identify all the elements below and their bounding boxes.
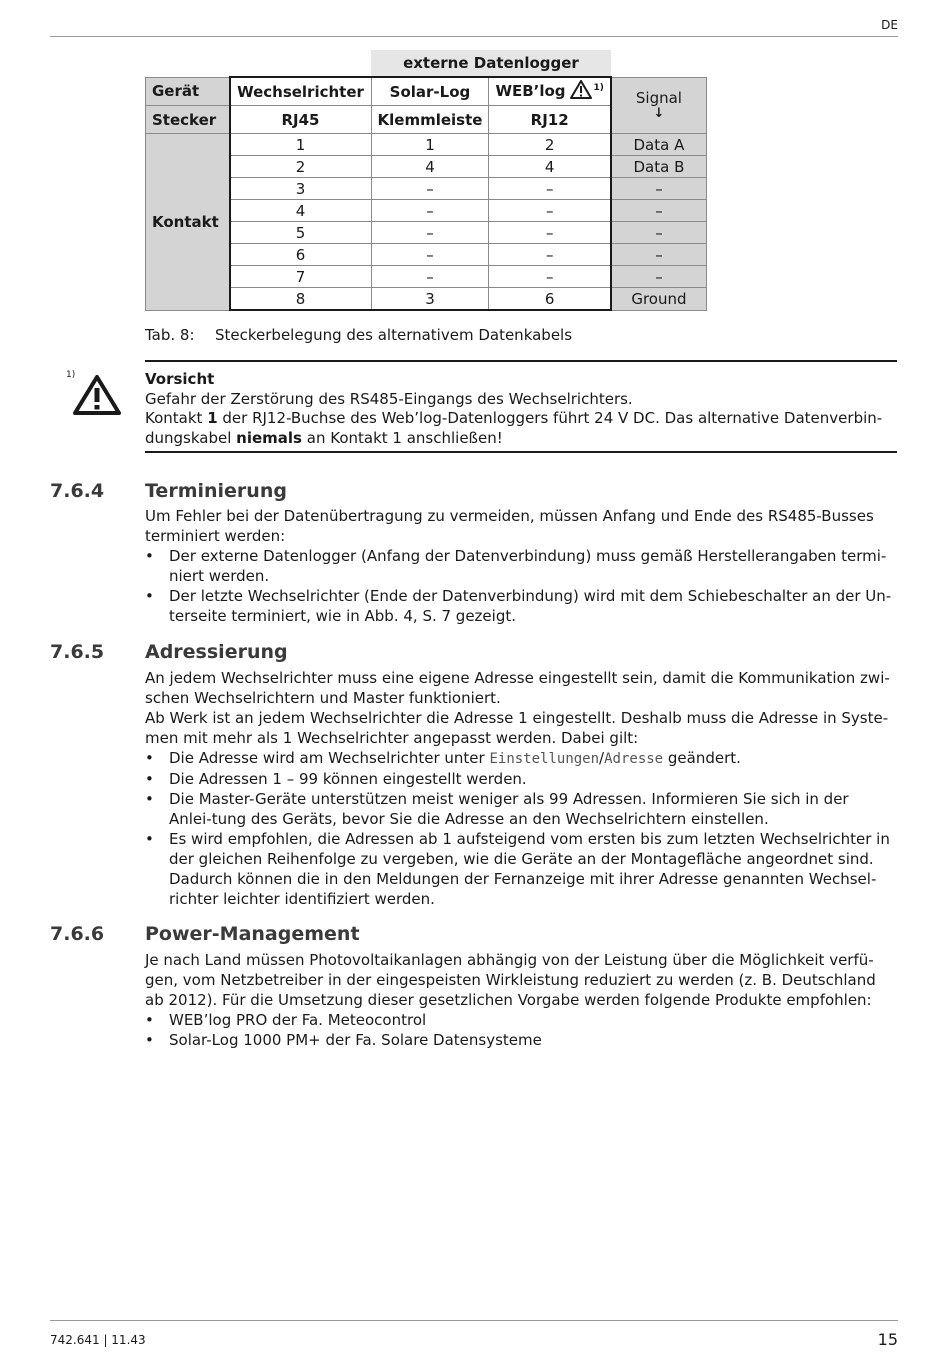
- menu-path-settings: Einstellungen: [489, 751, 600, 767]
- menu-path-address: Adresse: [604, 751, 664, 767]
- table-cell: 4: [489, 156, 611, 178]
- table-cell: 7: [230, 266, 372, 288]
- page-number: 15: [877, 1330, 898, 1349]
- signal-cell: Ground: [611, 288, 707, 311]
- signal-cell: –: [611, 244, 707, 266]
- connector-klemmleiste: Klemmleiste: [371, 106, 489, 134]
- table-cell: –: [371, 178, 489, 200]
- signal-header: Signal ↓: [611, 77, 707, 134]
- table-cell: 4: [371, 156, 489, 178]
- table-cell: –: [371, 244, 489, 266]
- warning-footnote: 1): [66, 370, 76, 380]
- warning-icon: [570, 80, 592, 103]
- table-row: [146, 222, 707, 244]
- table-row: [146, 266, 707, 288]
- warning-icon: [72, 374, 122, 420]
- warning-text: [145, 370, 897, 448]
- table-cell: –: [489, 244, 611, 266]
- device-solar-log: Solar-Log: [371, 77, 489, 106]
- table-cell: –: [489, 266, 611, 288]
- table-cell: –: [489, 178, 611, 200]
- language-code: DE: [881, 18, 898, 32]
- table-row: [146, 178, 707, 200]
- warning-line: dungskabel niemals an Kontakt 1 anschließen!: [145, 428, 503, 447]
- section-heading-7-6-6: 7.6.6 Power-Management: [50, 923, 360, 945]
- section-body-7-6-5: [145, 668, 893, 909]
- list-item: • Die Adresse wird am Wechselrichter unter Einstellungen/Adresse geändert.: [145, 748, 893, 769]
- device-wechselrichter: Wechselrichter: [230, 77, 372, 106]
- list-item: • Es wird empfohlen, die Adressen ab 1 aufsteigend vom ersten bis zum letzten Wechselrichter in der gleichen Reihenfolge zu vergeben, wie die Geräte an der Montagefläche angeordnet sind. Dadurch können die in den Meldungen der Fernanzeige mit ihrer Adresse genannten Wechsel-richter leichter identifiziert werden.: [145, 829, 893, 909]
- connector-rj45: RJ45: [230, 106, 372, 134]
- paragraph: Je nach Land müssen Photovoltaikanlagen abhängig von der Leistung über die Möglichkeit verfü-gen, vom Netzbetreiber in der eingespeisten Wirkleistung reduziert zu werden (z. B. Deutschland ab 2012). Für die Umsetzung dieser gesetzlichen Vorgabe werden folgende Produkte empfohlen:: [145, 951, 876, 1009]
- section-body-7-6-6: [145, 950, 893, 1050]
- list-item: • Der letzte Wechselrichter (Ende der Datenverbindung) wird mit dem Schiebeschalter an der Un-terseite terminiert, wie in Abb. 4, S. 7 gezeigt.: [145, 586, 893, 626]
- table-cell: 1: [371, 134, 489, 156]
- list-item: • Solar-Log 1000 PM+ der Fa. Solare Datensysteme: [145, 1030, 893, 1050]
- row-label-kontakt: Kontakt: [146, 134, 230, 311]
- list-item: • Die Master-Geräte unterstützen meist weniger als 99 Adressen. Informieren Sie sich in der Anlei-tung des Geräts, bevor Sie die Adresse an den Wechselrichtern einstellen.: [145, 789, 893, 829]
- table-cell: 4: [230, 200, 372, 222]
- group-header: externe Datenlogger: [371, 50, 611, 77]
- table-cell: 3: [371, 288, 489, 311]
- row-label-geraet: Gerät: [146, 77, 230, 106]
- connector-rj12: RJ12: [489, 106, 611, 134]
- signal-cell: Data B: [611, 156, 707, 178]
- table-cell: 8: [230, 288, 372, 311]
- table-cell: 1: [230, 134, 372, 156]
- warning-top-rule: [145, 360, 897, 362]
- warning-line: Kontakt 1 der RJ12-Buchse des Web’log-Datenloggers führt 24 V DC. Das alternative Datenverbin-: [145, 409, 883, 427]
- table-cell: 2: [489, 134, 611, 156]
- warning-bottom-rule: [145, 451, 897, 453]
- section-heading-7-6-4: 7.6.4 Terminierung: [50, 480, 287, 502]
- document-number: 742.641 | 11.43: [50, 1333, 146, 1347]
- table-caption: [145, 326, 572, 344]
- list-item: • Der externe Datenlogger (Anfang der Datenverbindung) muss gemäß Herstellerangaben termi-niert werden.: [145, 546, 893, 586]
- table-cell: 6: [489, 288, 611, 311]
- footnote-marker: 1): [593, 83, 604, 93]
- row-label-stecker: Stecker: [146, 106, 230, 134]
- caption-number: Tab. 8:: [145, 326, 195, 344]
- warning-title: Vorsicht: [145, 370, 215, 388]
- table-row: [146, 244, 707, 266]
- table-cell: –: [371, 266, 489, 288]
- arrow-down-icon: ↓: [653, 106, 665, 122]
- header-rule: [50, 36, 898, 37]
- list-item: • WEB’log PRO der Fa. Meteocontrol: [145, 1010, 893, 1030]
- table-cell: –: [489, 222, 611, 244]
- table-cell: 6: [230, 244, 372, 266]
- signal-cell: –: [611, 222, 707, 244]
- list-item: • Die Adressen 1 – 99 können eingestellt werden.: [145, 769, 893, 789]
- signal-cell: –: [611, 200, 707, 222]
- warning-line: Gefahr der Zerstörung des RS485-Eingangs des Wechselrichters.: [145, 389, 633, 408]
- section-body-7-6-4: [145, 506, 893, 626]
- caption-text: Steckerbelegung des alternativem Datenkabels: [215, 326, 573, 344]
- table-row: [146, 288, 707, 311]
- table-cell: 3: [230, 178, 372, 200]
- pin-assignment-table: [145, 50, 707, 311]
- table-cell: –: [371, 222, 489, 244]
- table-row: [146, 200, 707, 222]
- device-web-log: WEB’log $^{1)}$: [489, 77, 611, 106]
- section-heading-7-6-5: 7.6.5 Adressierung: [50, 641, 288, 663]
- paragraph: An jedem Wechselrichter muss eine eigene Adresse eingestellt sein, damit die Kommunikation zwi-schen Wechselrichtern und Master funktioniert.: [145, 669, 890, 707]
- signal-cell: Data A: [611, 134, 707, 156]
- footer-rule: [50, 1320, 898, 1321]
- paragraph: Ab Werk ist an jedem Wechselrichter die Adresse 1 eingestellt. Deshalb muss die Adresse in Syste-men mit mehr als 1 Wechselrichter angepasst werden. Dabei gilt:: [145, 709, 889, 747]
- table-cell: 2: [230, 156, 372, 178]
- table-cell: –: [489, 200, 611, 222]
- table-row: [146, 156, 707, 178]
- signal-cell: –: [611, 266, 707, 288]
- signal-cell: –: [611, 178, 707, 200]
- table-cell: 5: [230, 222, 372, 244]
- table-cell: –: [371, 200, 489, 222]
- paragraph: Um Fehler bei der Datenübertragung zu vermeiden, müssen Anfang und Ende des RS485-Busses terminiert werden:: [145, 507, 874, 545]
- table-row: [146, 134, 707, 156]
